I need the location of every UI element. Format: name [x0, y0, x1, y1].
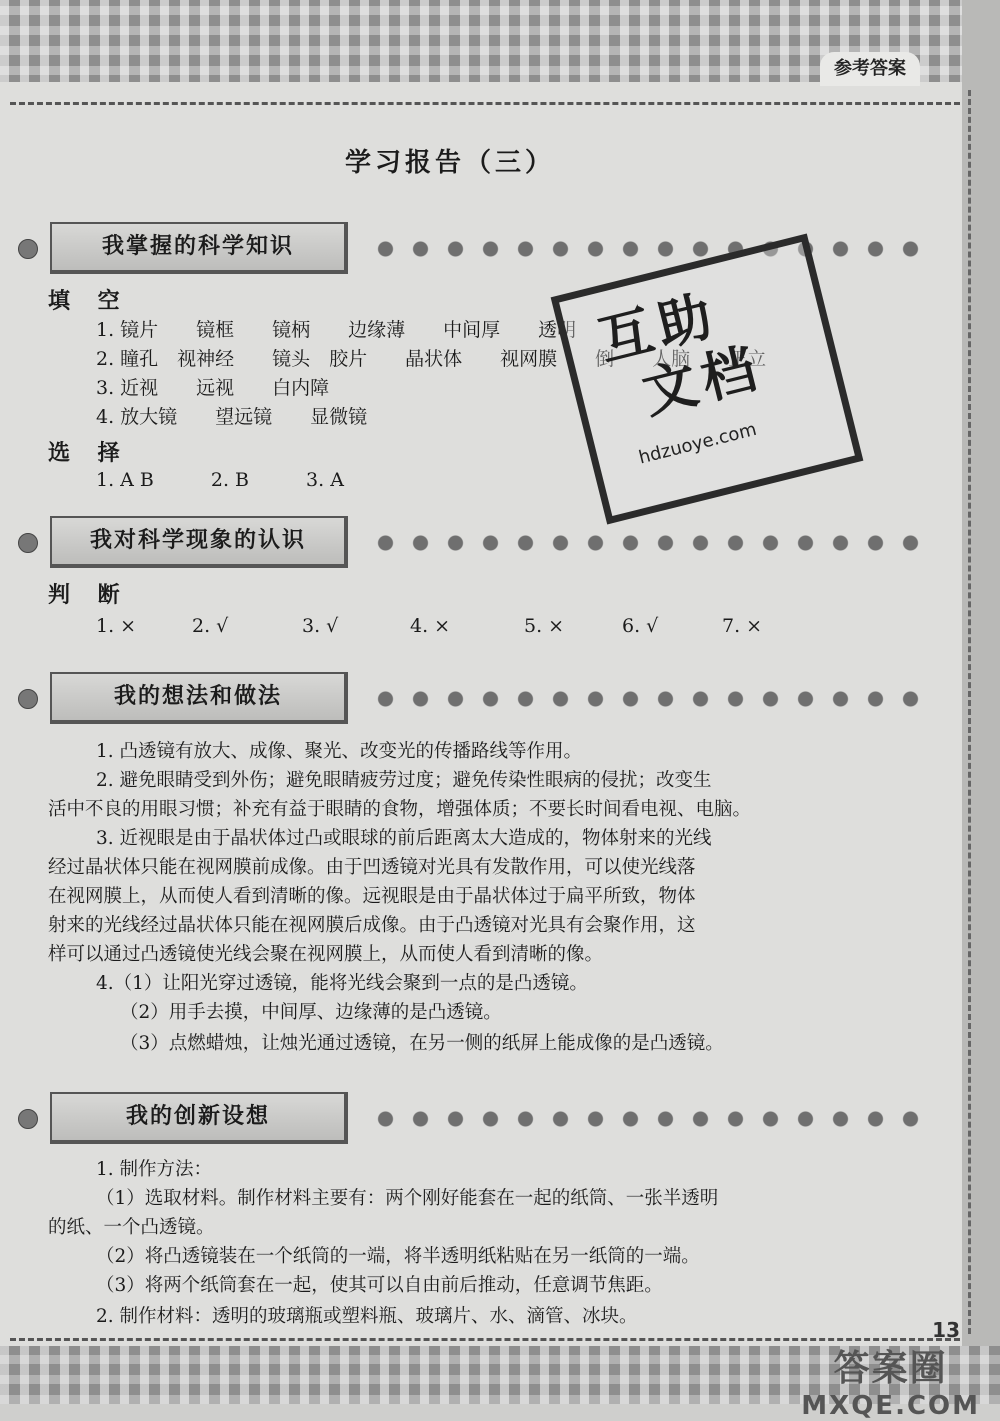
fill-line: 4. 放大镜 望远镜 显微镜 [96, 406, 368, 428]
dotted-decoration [368, 1110, 928, 1128]
dotted-decoration [368, 690, 928, 708]
judge-item: 2. √ [192, 615, 229, 637]
site-watermark [801, 1340, 980, 1421]
choice-line: 1. A B 2. B 3. A [96, 469, 344, 491]
ideas-paragraph: 1. 凸透镜有放大、成像、聚光、改变光的传播路线等作用。 [96, 741, 583, 762]
page-number: 13 [932, 1318, 960, 1342]
judge-item: 1. × [96, 615, 137, 637]
watermark-text: 答案圈 [833, 1348, 948, 1389]
bullet-dot-icon [18, 239, 38, 259]
section-ideas [18, 672, 918, 724]
judge-item: 7. × [722, 615, 763, 637]
ideas-paragraph: 射来的光线经过晶状体只能在视网膜后成像。由于凸透镜对光具有会聚作用，这 [48, 915, 696, 936]
innovation-line: （1）选取材料。制作材料主要有：两个刚好能套在一起的纸筒、一张半透明 [96, 1188, 719, 1209]
innovation-line: （3）将两个纸筒套在一起，使其可以自由前后推动，任意调节焦距。 [96, 1275, 663, 1296]
innovation-line: （2）将凸透镜装在一个纸筒的一端，将半透明纸粘贴在另一纸筒的一端。 [96, 1246, 700, 1267]
ideas-paragraph: （3）点燃蜡烛，让烛光通过透镜，在另一侧的纸屏上能成像的是凸透镜。 [120, 1033, 724, 1054]
right-edge-strip [962, 0, 1000, 1404]
section-title: 我对科学现象的认识 [50, 516, 348, 568]
ideas-paragraph: 在视网膜上，从而使人看到清晰的像。远视眼是由于晶状体过于扁平所致，物体 [48, 886, 696, 907]
dotted-decoration [368, 240, 928, 258]
judge-item: 5. × [524, 615, 565, 637]
judge-item: 3. √ [302, 615, 339, 637]
fill-heading: 填 空 [48, 289, 130, 314]
innovation-line: 1. 制作方法： [96, 1159, 213, 1180]
judge-item: 6. √ [622, 615, 659, 637]
ideas-paragraph: 3. 近视眼是由于晶状体过凸或眼球的前后距离太大造成的，物体射来的光线 [96, 828, 712, 849]
dotted-decoration [368, 534, 928, 552]
ideas-paragraph: 样可以通过凸透镜使光线会聚在视网膜上，从而使人看到清晰的像。 [48, 944, 604, 965]
judge-heading: 判 断 [48, 583, 130, 608]
fill-line: 1. 镜片 镜框 镜柄 边缘薄 中间厚 透明 [96, 319, 577, 341]
stamp-text: 互助 [592, 282, 724, 373]
stamp-watermark [551, 234, 864, 525]
section-title: 我掌握的科学知识 [50, 222, 348, 274]
section-title: 我的想法和做法 [50, 672, 348, 724]
ideas-paragraph: 活中不良的用眼习惯；补充有益于眼睛的食物，增强体质；不要长时间看电视、电脑。 [48, 799, 752, 820]
bullet-dot-icon [18, 689, 38, 709]
ideas-paragraph: 经过晶状体只能在视网膜前成像。由于凹透镜对光具有发散作用，可以使光线落 [48, 857, 696, 878]
stamp-url: hdzuoye.com [636, 418, 759, 469]
section-phenomena [18, 516, 918, 568]
fill-line: 3. 近视 远视 白内障 [96, 377, 330, 399]
fill-line: 2. 瞳孔 视神经 镜头 胶片 晶状体 视网膜 倒 人脑 正立 [96, 348, 767, 370]
answer-tab-label: 参考答案 [820, 52, 920, 86]
stamp-text: 文档 [636, 335, 769, 426]
section-innovation [18, 1092, 918, 1144]
innovation-line: 2. 制作材料：透明的玻璃瓶或塑料瓶、玻璃片、水、滴管、冰块。 [96, 1306, 638, 1327]
judge-item: 4. × [410, 615, 451, 637]
bullet-dot-icon [18, 533, 38, 553]
bullet-dot-icon [18, 1109, 38, 1129]
ideas-paragraph: 4.（1）让阳光穿过透镜，能将光线会聚到一点的是凸透镜。 [96, 973, 588, 994]
ideas-paragraph: （2）用手去摸，中间厚、边缘薄的是凸透镜。 [120, 1002, 502, 1023]
innovation-line: 的纸、一个凸透镜。 [48, 1217, 215, 1238]
header-divider [10, 102, 960, 105]
section-title: 我的创新设想 [50, 1092, 348, 1144]
choice-heading: 选 择 [48, 441, 130, 466]
watermark-url: MXQE.COM [801, 1391, 980, 1421]
ideas-paragraph: 2. 避免眼睛受到外伤；避免眼睛疲劳过度；避免传染性眼病的侵扰；改变生 [96, 770, 712, 791]
page-title: 学习报告（三） [344, 148, 555, 178]
